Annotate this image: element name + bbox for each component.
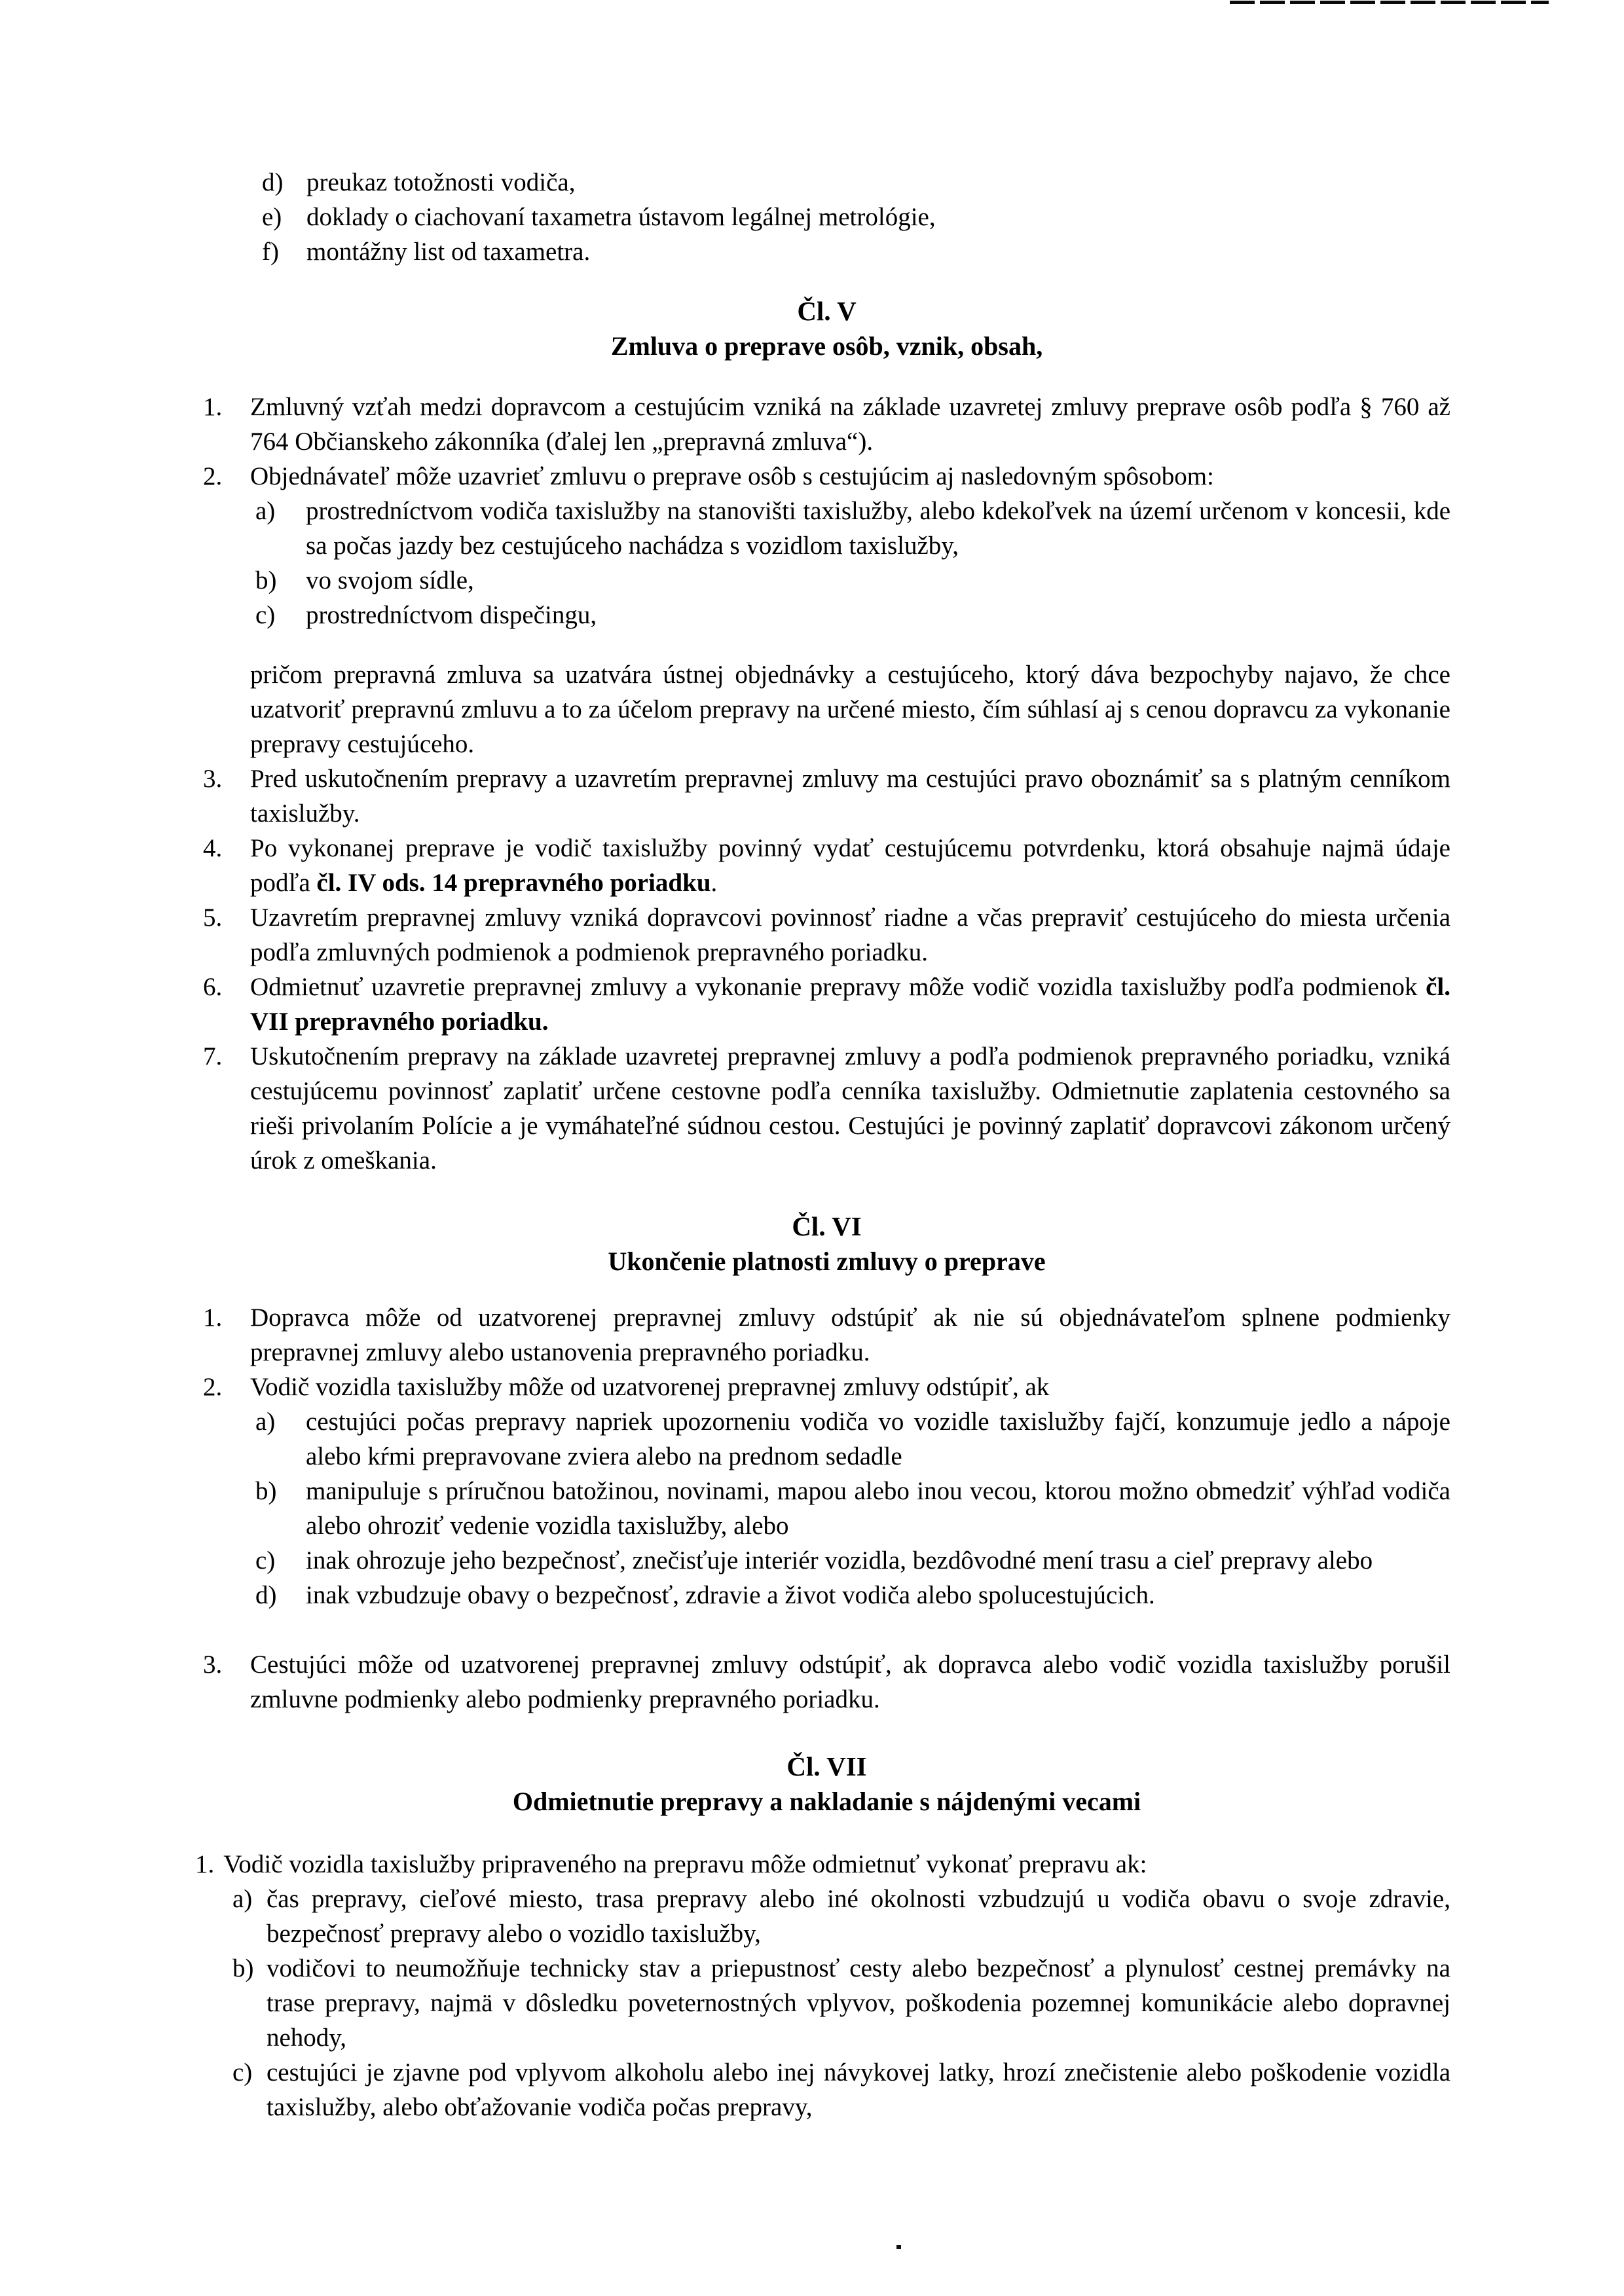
article-subtitle: Odmietnutie prepravy a nakladanie s nájdenými vecami — [512, 1787, 1141, 1816]
list-item — [203, 831, 1450, 900]
list-item-number: 4. — [203, 834, 223, 862]
article-heading: Čl. VII — [786, 1751, 867, 1781]
sub-list-item — [232, 1951, 1450, 2055]
list-item-text: prostredníctvom dispečingu, — [306, 601, 597, 629]
list-item-text: Vodič vozidla taxislužby môže od uzatvorenej prepravnej zmluvy odstúpiť, ak — [250, 1373, 1050, 1401]
list-item-letter: d) — [262, 168, 284, 196]
list-item-text: montážny list od taxametra. — [306, 238, 591, 266]
list-item-letter: e) — [262, 203, 282, 231]
document-content — [195, 165, 1450, 2124]
list-item-text: doklady o ciachovaní taxametra ústavom legálnej metrológie, — [306, 203, 936, 231]
list-item — [203, 200, 1450, 234]
list-item-text: Po vykonanej preprave je vodič taxislužby povinný vydať cestujúcemu potvrdenku, ktorá obsahuje najmä údaje podľa — [250, 834, 1450, 897]
list-item-text: inak vzbudzuje obavy o bezpečnosť, zdravie a život vodiča alebo spolucestujúcich. — [306, 1581, 1155, 1609]
article-heading: Čl. V — [797, 296, 857, 326]
sub-list-item — [250, 598, 1450, 632]
list-item-text: inak ohrozuje jeho bezpečnosť, znečisťuje interiér vozidla, bezdôvodné mení trasu a cieľ prepravy alebo — [306, 1546, 1373, 1575]
article-body — [203, 390, 1450, 1178]
list-item-letter: b) — [232, 1954, 254, 1982]
list-item-letter: a) — [255, 1408, 276, 1436]
list-item-text: . — [710, 869, 718, 897]
list-item — [203, 1647, 1450, 1717]
list-item-text: cestujúci počas prepravy napriek upozorneniu vodiča vo vozidle taxislužby fajčí, konzumuje jedlo a nápoje alebo kŕmi prepravovane zviera alebo na prednom sedadle — [306, 1408, 1450, 1470]
sub-list-item — [250, 494, 1450, 563]
list-item-letter: b) — [255, 1477, 277, 1505]
sub-list-item — [250, 1404, 1450, 1474]
list-item-text: prostredníctvom vodiča taxislužby na stanovišti taxislužby, alebo kdekoľvek na území určenom v koncesii, kde sa počas jazdy bez cestujúceho nachádza s vozidlom taxislužby, — [306, 497, 1450, 560]
list-item-text: Cestujúci môže od uzatvorenej prepravnej zmluvy odstúpiť, ak dopravca alebo vodič vozidla taxislužby porušil zmluvne podmienky alebo podmienky prepravného poriadku. — [250, 1650, 1450, 1713]
list-item — [203, 165, 1450, 200]
list-item — [203, 900, 1450, 970]
list-item-number: 6. — [203, 973, 223, 1001]
list-item-text: preukaz totožnosti vodiča, — [306, 168, 576, 196]
list-item — [203, 390, 1450, 459]
list-item-letter: f) — [262, 238, 279, 266]
list-item-text: Uzavretím prepravnej zmluvy vzniká dopravcovi povinnosť riadne a včas prepraviť cestujúceho do miesta určenia podľa zmluvných podmienok a podmienok prepravného poriadku. — [250, 903, 1450, 966]
list-item-number: 3. — [203, 765, 223, 793]
list-item — [203, 970, 1450, 1039]
list-item-number: 1. — [195, 1850, 215, 1878]
list-item-number: 1. — [203, 1303, 223, 1332]
article-body — [203, 1300, 1450, 1717]
scan-edge-artifact — [1230, 1, 1549, 4]
list-item-text: vo svojom sídle, — [306, 566, 474, 594]
list-item-text-bold: čl. IV ods. 14 prepravného poriadku — [316, 869, 711, 897]
list-item-letter: a) — [255, 497, 276, 525]
list-item-text: Odmietnuť uzavretie prepravnej zmluvy a vykonanie prepravy môže vodič vozidla taxislužby podľa podmienok — [250, 973, 1426, 1001]
sub-list-item — [232, 1882, 1450, 1951]
list-item-letter: b) — [255, 566, 277, 594]
article-subtitle: Ukončenie platnosti zmluvy o preprave — [608, 1247, 1046, 1276]
list-item — [203, 761, 1450, 831]
list-item-text: čas prepravy, cieľové miesto, trasa prepravy alebo iné okolnosti vzbudzujú u vodiča obavu o svoje zdravie, bezpečnosť prepravy alebo o vozidlo taxislužby, — [267, 1885, 1450, 1948]
list-item — [203, 1039, 1450, 1178]
continuation-paragraph: pričom prepravná zmluva sa uzatvára ústnej objednávky a cestujúceho, ktorý dáva bezpochyby najavo, že chce uzatvoriť prepravnú zmluvu a to za účelom prepravy na určené miesto, čím súhlasí aj s cenou dopravcu za vykonanie prepravy cestujúceho. — [250, 661, 1450, 758]
scan-dot-artifact — [896, 2245, 901, 2249]
article-subtitle: Zmluva o preprave osôb, vznik, obsah, — [610, 331, 1043, 361]
list-item-text: Dopravca môže od uzatvorenej prepravnej zmluvy odstúpiť ak nie sú objednávateľom splnene podmienky prepravnej zmluvy alebo ustanovenia prepravného poriadku. — [250, 1303, 1450, 1366]
list-item — [195, 1847, 1450, 1882]
list-item — [203, 1370, 1450, 1613]
list-item-number: 2. — [203, 462, 223, 490]
list-item-number: 5. — [203, 903, 223, 932]
list-item-number: 7. — [203, 1042, 223, 1070]
sub-list-item — [250, 1474, 1450, 1543]
list-item — [203, 459, 1450, 761]
sub-list-item — [250, 563, 1450, 598]
list-item-text: cestujúci je zjavne pod vplyvom alkoholu alebo inej návykovej latky, hrozí znečistenie alebo poškodenie vozidla taxislužby, alebo obťažovanie vodiča počas prepravy, — [267, 2058, 1450, 2121]
list-item-letter: c) — [255, 601, 276, 629]
list-item-letter: c) — [232, 2058, 253, 2086]
sub-list-item — [250, 1543, 1450, 1578]
list-item-letter: c) — [255, 1546, 276, 1575]
list-item — [203, 234, 1450, 269]
list-item-letter: d) — [255, 1581, 277, 1609]
list-item-text-bold: čl. VII prepravného poriadku. — [250, 973, 1450, 1036]
list-item-text: vodičovi to neumožňuje technicky stav a priepustnosť cesty alebo bezpečnosť a plynulosť cestnej premávky na trase prepravy, najmä v dôsledku poveternostných vplyvov, poškodenia pozemnej komunikácie alebo dopravnej nehody, — [267, 1954, 1450, 2052]
article-heading: Čl. VI — [792, 1211, 862, 1241]
sub-list-item — [250, 1578, 1450, 1613]
article-body — [195, 1847, 1450, 2124]
list-item-letter: a) — [232, 1885, 253, 1913]
list-item-text: Vodič vozidla taxislužby pripraveného na prepravu môže odmietnuť vykonať prepravu ak: — [223, 1850, 1147, 1878]
sub-list-item — [232, 2055, 1450, 2124]
list-item-number: 3. — [203, 1650, 223, 1679]
list-item-text: Zmluvný vzťah medzi dopravcom a cestujúcim vzniká na základe uzavretej zmluvy preprave osôb podľa § 760 až 764 Občianskeho zákonníka (ďalej len „prepravná zmluva“). — [250, 393, 1450, 456]
list-item-number: 2. — [203, 1373, 223, 1401]
list-item-text: Objednávateľ môže uzavrieť zmluvu o preprave osôb s cestujúcim aj nasledovným spôsobom: — [250, 462, 1214, 490]
list-item-number: 1. — [203, 393, 223, 421]
list-item-text: Pred uskutočnením prepravy a uzavretím prepravnej zmluvy ma cestujúci pravo oboznámiť sa s platným cenníkom taxislužby. — [250, 765, 1450, 828]
list-item-text: Uskutočnením prepravy na základe uzavretej prepravnej zmluvy a podľa podmienok prepravného poriadku, vzniká cestujúcemu povinnosť zaplatiť určene cestovne podľa cenníka taxislužby. Odmietnutie zaplatenia cestovného sa rieši privolaním Polície a je vymáhateľné súdnou cestou. Cestujúci je povinný zaplatiť dopravcovi zákonom určený úrok z omeškania. — [250, 1042, 1450, 1175]
list-item-text: manipuluje s príručnou batožinou, novinami, mapou alebo inou vecou, ktorou možno obmedziť výhľad vodiča alebo ohroziť vedenie vozidla taxislužby, alebo — [306, 1477, 1450, 1540]
list-item — [203, 1300, 1450, 1370]
